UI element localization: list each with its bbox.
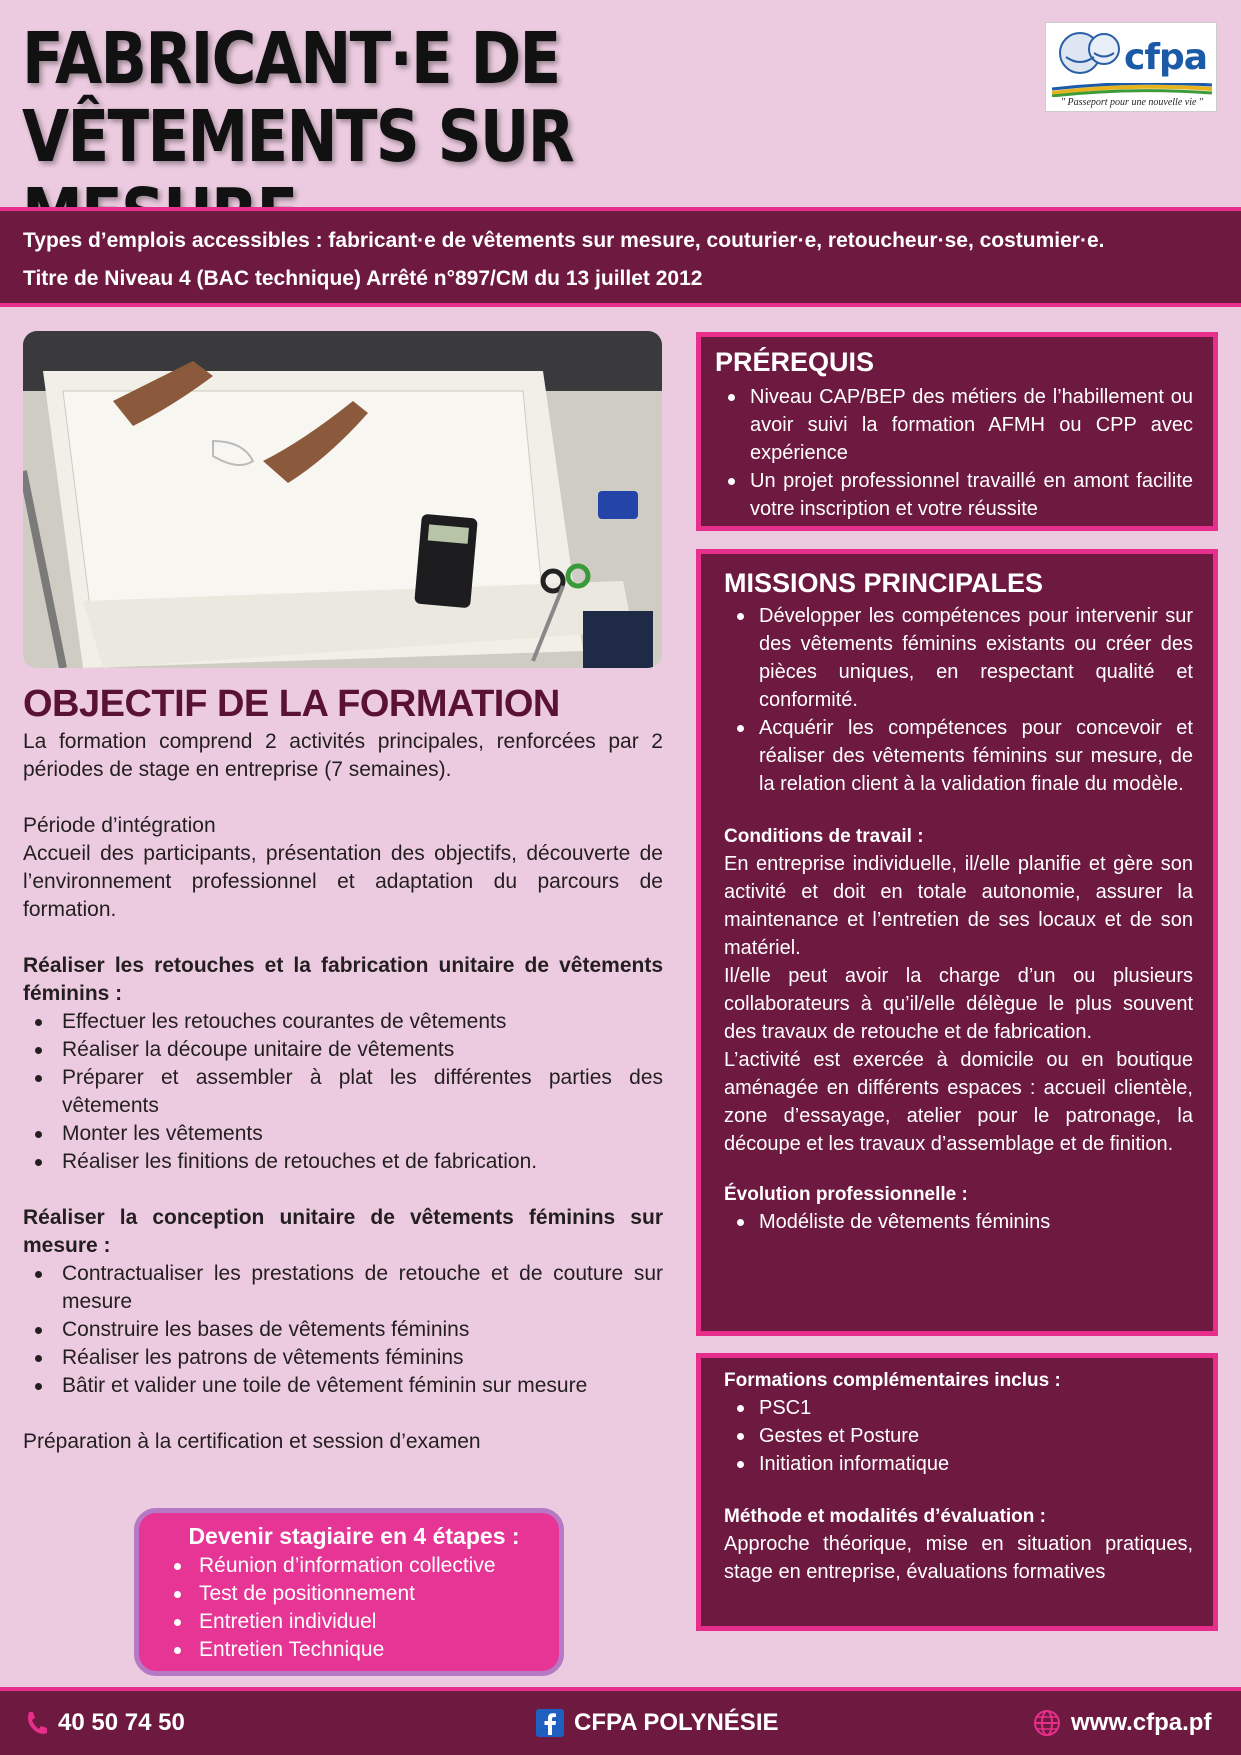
integration-text: Accueil des participants, présentation des objectifs, découverte de l’environnement professionnel et adaptation du parcours de formation. [23,842,663,921]
logo-wordmark: cfpa [1124,37,1208,78]
activity2-title: Réaliser la conception unitaire de vêtements féminins sur mesure : [23,1206,663,1257]
list-item: Gestes et Posture [724,1422,1193,1450]
pattern-making-photo [23,331,662,668]
methode-title: Méthode et modalités d’évaluation : [724,1506,1046,1527]
list-item: Réaliser les finitions de retouches et de fabrication. [23,1148,663,1176]
prerequis-heading: PRÉREQUIS [715,347,875,377]
job-types: Types d’emplois accessibles : fabricant·e de vêtements sur mesure, couturier·e, retoucheur·se, costumier·e. [23,229,1105,252]
facebook-icon [536,1709,564,1737]
list-item: Réaliser les patrons de vêtements féminins [23,1344,663,1372]
conditions-paragraph: Il/elle peut avoir la charge d’un ou plusieurs collaborateurs à qu’il/elle délègue le plus souvent des travaux de retouche et de fabrication. [724,965,1193,1043]
conditions-paragraph: En entreprise individuelle, il/elle planifie et gère son activité et doit en totale autonomie, assurer la maintenance et l’entretien de ses locaux et de son matériel. [724,853,1193,959]
evolution-list [724,1208,1193,1236]
faces-logo-graphic [1054,27,1124,83]
conditions-title: Conditions de travail : [724,826,924,847]
diploma-level: Titre de Niveau 4 (BAC technique) Arrêté n°897/CM du 13 juillet 2012 [23,267,703,290]
cfpa-logo [1045,22,1217,112]
list-item: Test de positionnement [169,1580,559,1608]
complementaires-box [696,1353,1218,1631]
phone-number: 40 50 74 50 [58,1709,185,1736]
list-item: Initiation informatique [724,1450,1193,1478]
logo-slogan: " Passeport pour une nouvelle vie " [1060,97,1204,108]
steps-title: Devenir stagiaire en 4 étapes : [188,1523,520,1549]
activity2-list [23,1260,663,1400]
footer-facebook[interactable] [536,1709,779,1737]
list-item: Acquérir les compétences pour concevoir et réaliser des vêtements féminins sur mesure, de la relation client à la validation finale du modèle. [724,714,1193,798]
list-item: Modéliste de vêtements féminins [724,1208,1193,1236]
list-item: Préparer et assembler à plat les différentes parties des vêtements [23,1064,663,1120]
workshop-photo [23,331,662,668]
missions-list [724,602,1193,798]
footer [0,1687,1241,1755]
methode-text: Approche théorique, mise en situation pratiques, stage en entreprise, évaluations formatives [724,1533,1193,1583]
list-item: Réunion d’information collective [169,1552,559,1580]
list-item: Effectuer les retouches courantes de vêtements [23,1008,663,1036]
website-url: www.cfpa.pf [1071,1709,1212,1736]
steps-box [134,1508,564,1676]
evolution-title: Évolution professionnelle : [724,1184,968,1205]
list-item: Monter les vêtements [23,1120,663,1148]
complementaires-title: Formations complémentaires inclus : [724,1370,1061,1391]
list-item: PSC1 [724,1394,1193,1422]
conditions-paragraph: L’activité est exercée à domicile ou en boutique aménagée en différents espaces : accueil clientèle, zone d’essayage, atelier pour le patronage, la découpe et les travaux d’assemblage et de finition. [724,1049,1193,1155]
list-item: Entretien individuel [169,1608,559,1636]
objectif-intro: La formation comprend 2 activités principales, renforcées par 2 périodes de stage en entreprise (7 semaines). [23,730,663,781]
page-title: FABRICANT·E DE VÊTEMENTS SUR [22,17,574,178]
list-item: Construire les bases de vêtements féminins [23,1316,663,1344]
steps-list [169,1552,559,1664]
integration-title: Période d’intégration [23,814,216,837]
list-item: Contractualiser les prestations de retouche et de couture sur mesure [23,1260,663,1316]
footer-website[interactable] [1033,1709,1211,1737]
objectif-section [23,680,663,1456]
logo-stripes [1052,83,1212,97]
phone-icon [24,1710,48,1736]
globe-icon [1033,1709,1061,1737]
list-item: Bâtir et valider une toile de vêtement féminin sur mesure [23,1372,663,1400]
list-item: Entretien Technique [169,1636,559,1664]
certification-text: Préparation à la certification et session d’examen [23,1430,481,1453]
missions-box [696,549,1218,1336]
facebook-name: CFPA POLYNÉSIE [574,1709,779,1736]
list-item: Niveau CAP/BEP des métiers de l’habillement ou avoir suivi la formation AFMH ou CPP avec expérience [715,383,1193,467]
prerequis-list [715,383,1193,523]
objectif-heading: OBJECTIF DE LA FORMATION [23,683,560,725]
missions-heading: MISSIONS PRINCIPALES [724,568,1044,598]
complementaires-list [724,1394,1193,1478]
footer-phone[interactable] [24,1709,185,1737]
activity1-list [23,1008,663,1176]
job-info-band [0,207,1241,307]
prerequis-box [696,332,1218,531]
list-item: Réaliser la découpe unitaire de vêtements [23,1036,663,1064]
list-item: Développer les compétences pour intervenir sur des vêtements féminins existants ou créer des pièces uniques, en respectant qualité et conformité. [724,602,1193,714]
activity1-title: Réaliser les retouches et la fabrication unitaire de vêtements féminins : [23,954,663,1005]
list-item: Un projet professionnel travaillé en amont facilite votre inscription et votre réussite [715,467,1193,523]
